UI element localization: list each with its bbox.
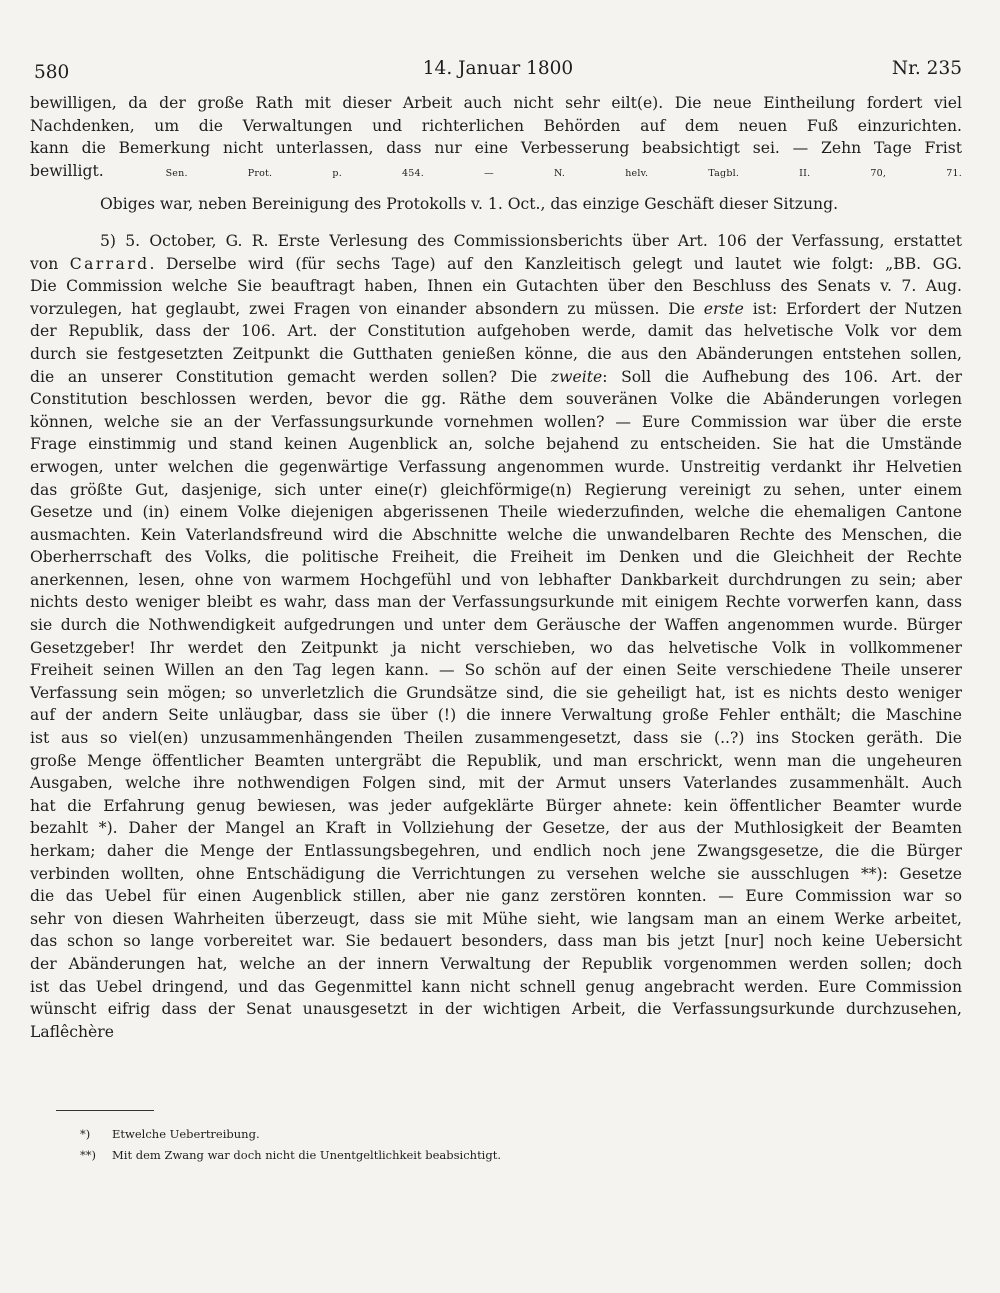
text-line: kann die Bemerkung nicht unterlassen, dass nur eine Verbesserung beabsichtigt sei. — Zehn Tage Frist — [30, 139, 962, 158]
text-line: hat die Erfahrung genug bewiesen, was jeder aufgeklärte Bürger ahnete: kein öffentlicher Beamter wurde — [30, 796, 962, 815]
text-line: können, welche sie an der Verfassungsurkunde vornehmen wollen? — Eure Commission war über die erste — [30, 412, 962, 431]
text-line: das größte Gut, dasjenige, sich unter eine(r) gleichförmige(n) Regierung vereinigt zu sehen, unter einem — [30, 480, 962, 499]
text-line: ausmachten. Kein Vaterlandsfreund wird die Abschnitte welche die unwandelbaren Rechte des Menschen, die — [30, 525, 962, 544]
text-line: Freiheit seinen Willen an den Tag legen kann. — So schön auf der einen Seite verschiedene Theile unserer — [30, 661, 962, 680]
text-line: Nachdenken, um die Verwaltungen und richterlichen Behörden auf dem neuen Fuß einzurichten. — [30, 116, 962, 135]
text-line: vorzulegen, hat geglaubt, zwei Fragen von einander absondern zu müssen. Die erste ist: Erfordert der Nutzen — [30, 299, 962, 318]
body-text — [30, 92, 962, 1043]
text-line: die das Uebel für einen Augenblick stillen, aber nie ganz zerstören konnten. — Eure Commission war so — [30, 887, 962, 906]
text-line: Verfassung sein mögen; so unverletzlich die Grundsätze sind, die sie geheiligt hat, ist es nichts desto weniger — [30, 683, 962, 702]
text-line: 5) 5. October, G. R. Erste Verlesung des Commissionsberichts über Art. 106 der Verfassung, erstattet — [100, 231, 962, 250]
text-line: die an unserer Constitution gemacht werden sollen? Die zweite: Soll die Aufhebung des 106. Art. der — [30, 367, 962, 386]
text-line: wünscht eifrig dass der Senat unausgesetzt in der wichtigen Arbeit, die Verfassungsurkunde durchzusehen, — [30, 1000, 962, 1019]
text-line: erwogen, unter welchen die gegenwärtige Verfassung angenommen wurde. Unstreitig verdankt ihr Helvetien — [30, 457, 962, 476]
page-number: 580 — [34, 62, 70, 83]
text-line: ist das Uebel dringend, und das Gegenmittel kann nicht schnell genug angebracht werden. Eure Commission — [30, 977, 962, 996]
text-line: der Abänderungen hat, welche an der innern Verwaltung der Republik vorgenommen werden sollen; doch — [30, 954, 962, 973]
text-line: Die Commission welche Sie beauftragt haben, Ihnen ein Gutachten über den Beschluss des Senats v. 7. Aug. — [30, 277, 962, 296]
text-line: sehr von diesen Wahrheiten überzeugt, dass sie mit Mühe sieht, wie langsam man an einem Werke arbeitet, — [30, 909, 962, 928]
text-line: Laflêchère — [30, 1022, 114, 1041]
text-line: auf der andern Seite unläugbar, dass sie über (!) die innere Verwaltung große Fehler enthält; die Maschine — [30, 706, 962, 725]
text-line: Constitution beschlossen werden, bevor die gg. Räthe dem souveränen Volke die Abänderungen vorlegen — [30, 390, 962, 409]
footnotes — [80, 1124, 501, 1166]
text-line: nichts desto weniger bleibt es wahr, dass man der Verfassungsurkunde mit einigem Rechte vorwerfen kann, dass — [30, 593, 962, 612]
text-line: Frage einstimmig und stand keinen Augenblick an, solche bejahend zu entscheiden. Sie hat die Umstände — [30, 435, 962, 454]
text-line: bewilligt. Sen. Prot. p. 454. — N. helv. Tagbl. II. 70, 71. — [30, 161, 962, 180]
footnote: *) Etwelche Uebertreibung. — [80, 1127, 260, 1141]
text-line: bezahlt *). Daher der Mangel an Kraft in Vollziehung der Gesetze, der aus der Muthlosigkeit der Beamten — [30, 819, 962, 838]
text-line: das schon so lange vorbereitet war. Sie bedauert besonders, dass man bis jetzt [nur] noch keine Uebersicht — [30, 932, 962, 951]
text-line: Oberherrschaft des Volks, die politische Freiheit, die Freiheit im Denken und die Gleichheit der Rechte — [30, 548, 962, 567]
text-line: Obiges war, neben Bereinigung des Protokolls v. 1. Oct., das einzige Geschäft dieser Sitzung. — [100, 195, 839, 214]
text-line: der Republik, dass der 106. Art. der Constitution aufgehoben werde, damit das helvetische Volk vor dem — [30, 322, 962, 341]
running-header — [34, 58, 962, 88]
text-line: anerkennen, lesen, ohne von warmem Hochgefühl und von lebhafter Dankbarkeit durchdrungen zu sein; aber — [30, 570, 962, 589]
text-line: von Carrard. Derselbe wird (für sechs Tage) auf den Kanzleitisch gelegt und lautet wie folgt: „BB. GG. — [30, 254, 962, 273]
header-date: 14. Januar 1800 — [422, 58, 574, 79]
text-line: durch sie festgesetzten Zeitpunkt die Gutthaten genießen könne, die aus den Abänderungen entstehen sollen, — [30, 344, 962, 363]
footnote: **) Mit dem Zwang war doch nicht die Unentgeltlichkeit beabsichtigt. — [80, 1148, 502, 1162]
footnote-divider — [56, 1110, 154, 1111]
text-line: Gesetze und (in) einem Volke diejenigen abgerissenen Theile wiederzufinden, welche die ehemaligen Cantone — [30, 503, 962, 522]
text-line: verbinden wollten, ohne Entschädigung die Verrichtungen zu versehen welche sie ausschlugen **): Gesetze — [30, 864, 962, 883]
text-line: ist aus so viel(en) unzusammenhängenden Theilen zusammengesetzt, dass sie (..?) ins Stocken geräth. Die — [30, 729, 962, 748]
text-line: bewilligen, da der große Rath mit dieser Arbeit auch nicht sehr eilt(e). Die neue Eintheilung fordert viel — [30, 94, 962, 112]
text-line: sie durch die Nothwendigkeit aufgedrungen und unter dem Geräusche der Waffen angenommen wurde. Bürger — [30, 616, 962, 635]
text-line: große Menge öffentlicher Beamten untergräbt die Republik, und man erschrickt, wenn man die ungeheuren — [30, 751, 962, 770]
text-line: Gesetzgeber! Ihr werdet den Zeitpunkt ja nicht verschieben, wo das helvetische Volk in vollkommener — [30, 638, 962, 657]
source-reference: Sen. Prot. p. 454. — N. helv. Tagbl. II. 70, 71. — [165, 167, 962, 179]
text-line: Ausgaben, welche ihre nothwendigen Folgen sind, mit der Armut unsers Vaterlandes zusammenhält. Auch — [30, 774, 962, 793]
text-line: herkam; daher die Menge der Entlassungsbegehren, und endlich noch jene Zwangsgesetze, die die Bürger — [30, 842, 962, 860]
header-number: Nr. 235 — [891, 58, 962, 79]
person-name: Carrard — [69, 254, 150, 273]
